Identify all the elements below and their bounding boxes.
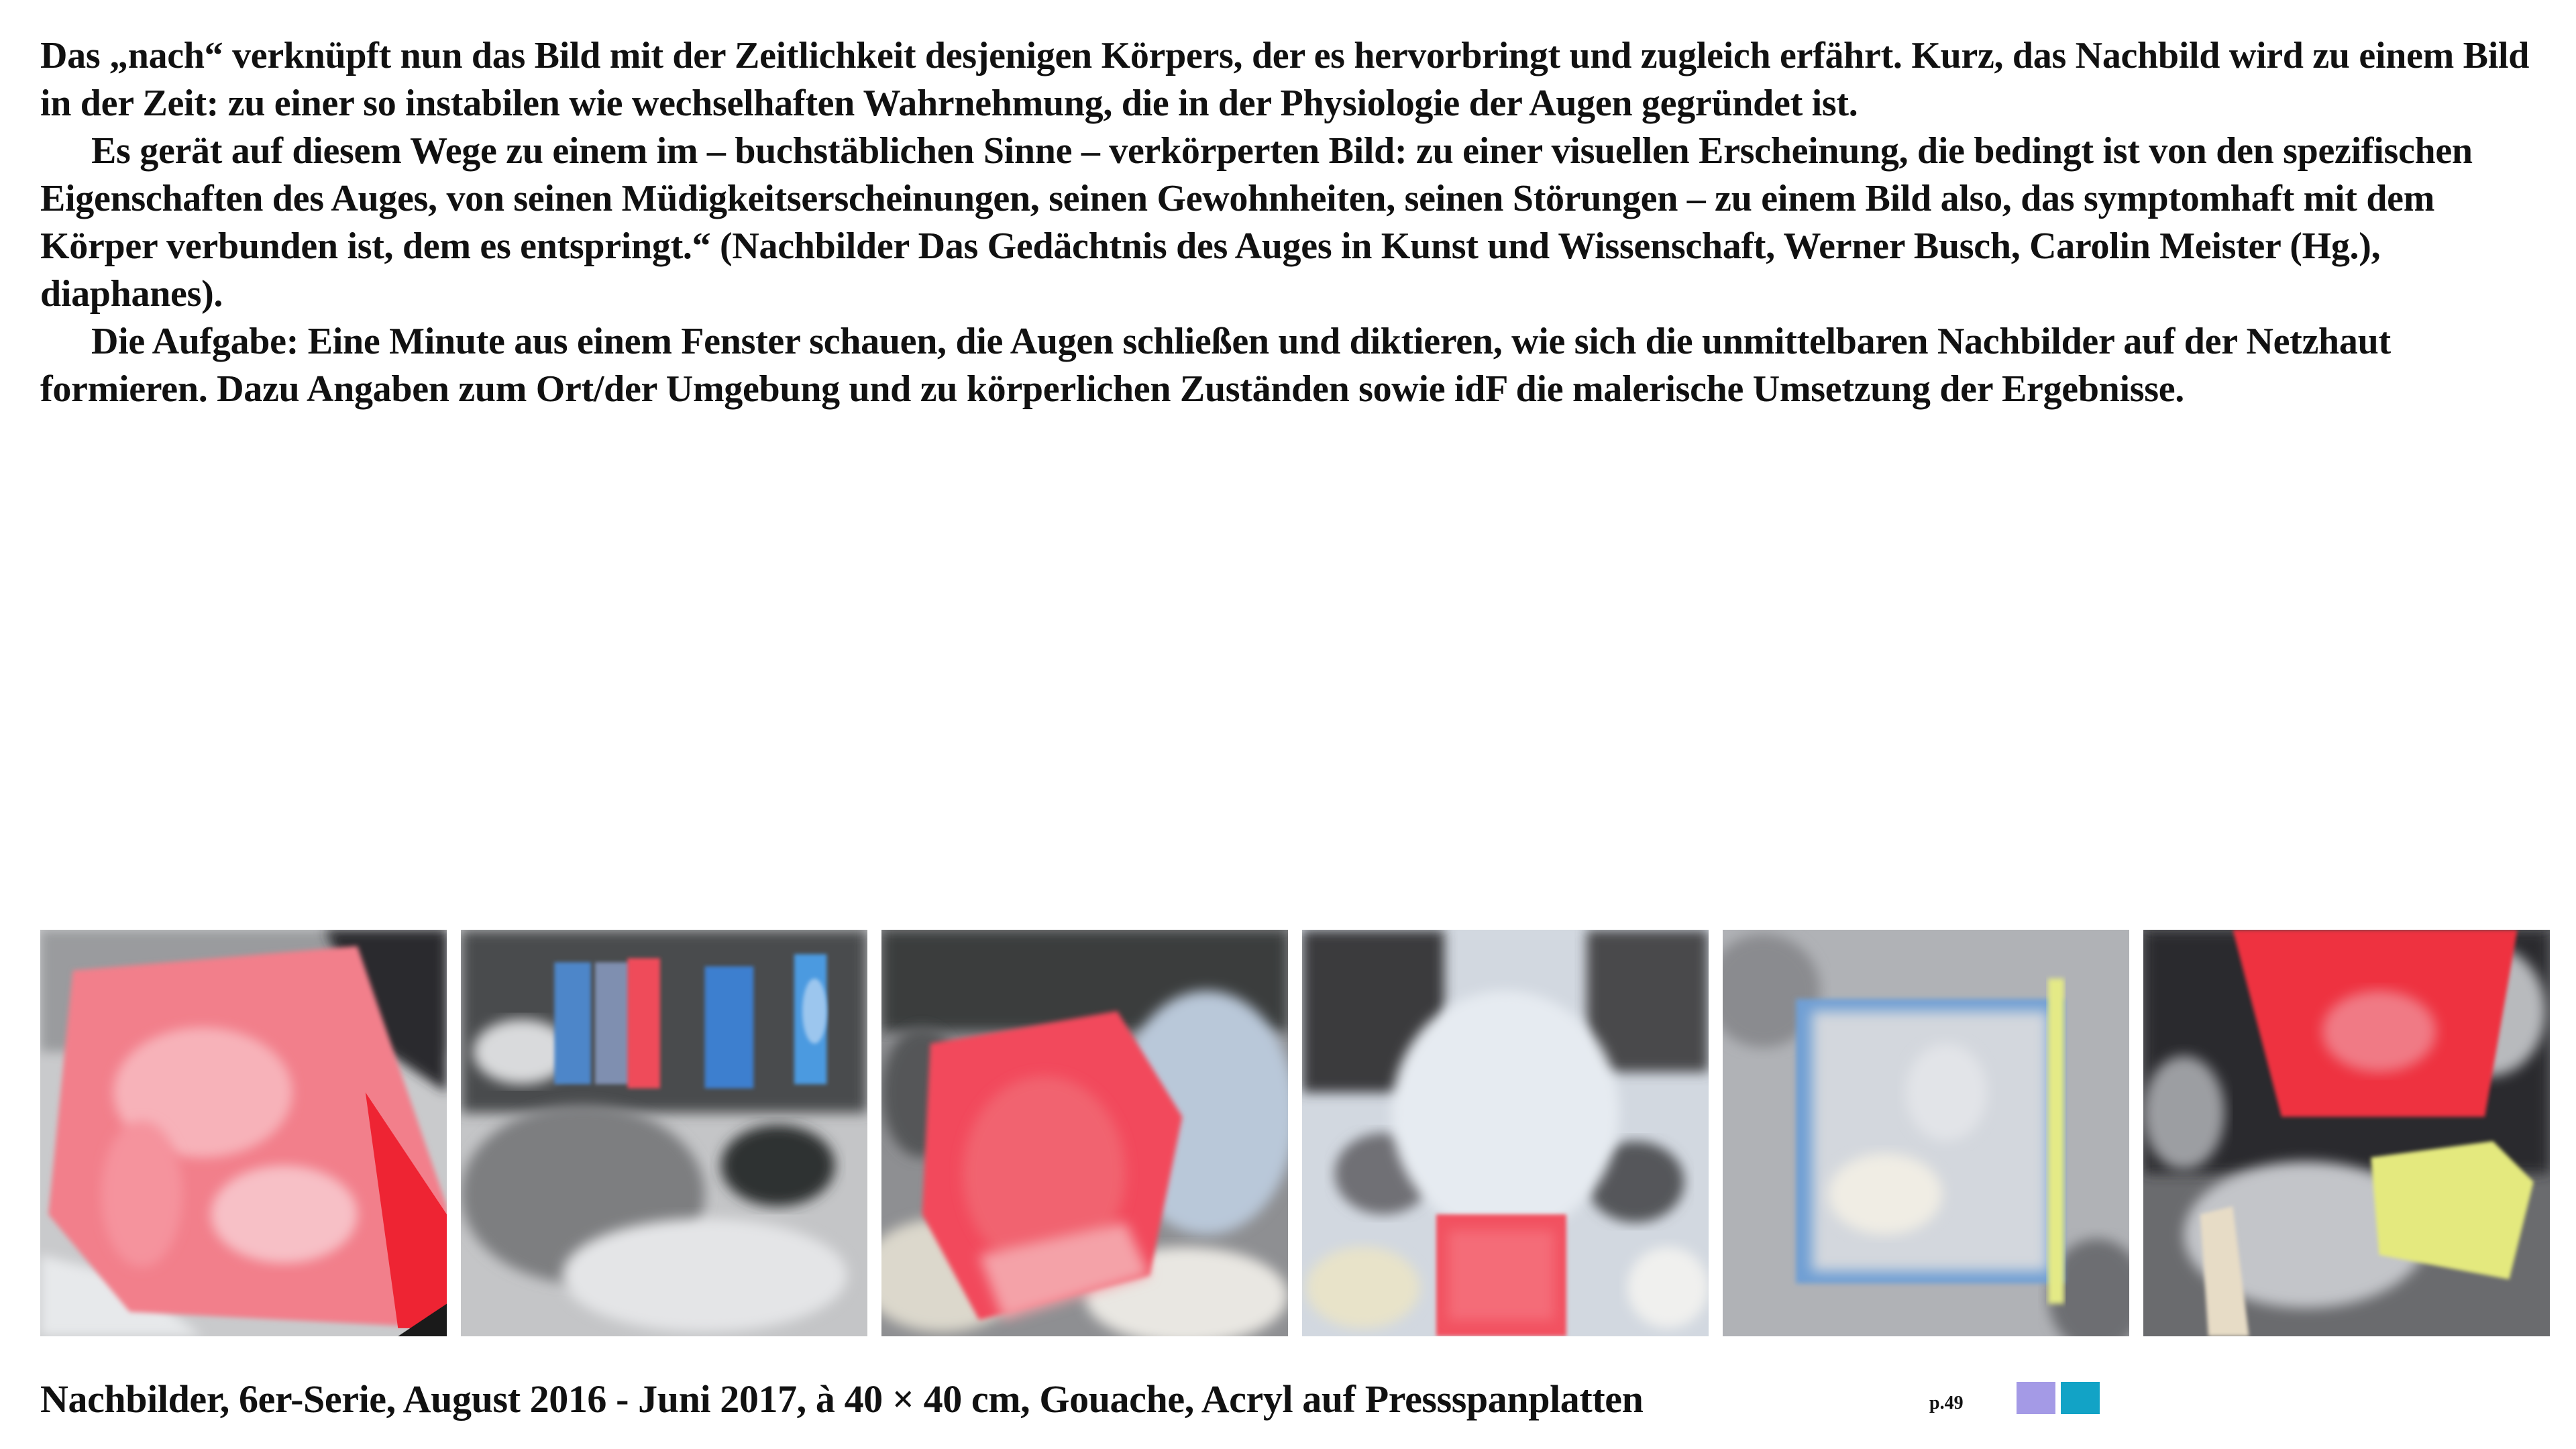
painting-3	[881, 930, 1288, 1336]
paragraph-1: Das „nach“ verknüpft nun das Bild mit der Zeitlichkeit desjenigen Körpers, der es hervorbringt und zugleich erfährt. Kurz, das Nachbild wird zu einem Bild in der Zeit: zu einer so instabilen wie wechselhaften Wahrnehmung, die in der Physiologie der Augen gegründet ist.	[40, 35, 2530, 124]
page-number: p.49	[1929, 1393, 1964, 1413]
paragraph-3: Die Aufgabe: Eine Minute aus einem Fenster schauen, die Augen schließen und diktieren, wie sich die unmittelbaren Nachbilder auf der Netzhaut formieren. Dazu Angaben zum Ort/der Umgebung und zu körperlichen Zuständen sowie idF die malerische Umsetzung der Ergebnisse.	[40, 321, 2391, 410]
painting-4	[1302, 930, 1709, 1336]
artwork-caption: Nachbilder, 6er-Serie, August 2016 - Juni 2017, à 40 × 40 cm, Gouache, Acryl auf Pressspanplatten	[40, 1377, 1644, 1421]
painting-2	[461, 930, 867, 1336]
color-swatch-lavender	[2017, 1382, 2055, 1414]
color-swatch-cyan	[2061, 1382, 2100, 1414]
painting-gallery	[40, 930, 2551, 1338]
painting-5	[1723, 930, 2129, 1336]
painting-1	[40, 930, 447, 1336]
painting-6	[2143, 930, 2550, 1336]
paragraph-2: Es gerät auf diesem Wege zu einem im – buchstäblichen Sinne – verkörperten Bild: zu einer visuellen Erscheinung, die bedingt ist von den spezifischen Eigenschaften des Auges, von seinen Müdigkeitserscheinungen, seinen Gewohnheiten, seinen Störungen – zu einem Bild also, das symptomhaft mit dem Körper verbunden ist, dem es entspringt.“ (Nachbilder Das Gedächtnis des Auges in Kunst und Wissenschaft, Werner Busch, Carolin Meister (Hg.), diaphanes).	[40, 130, 2473, 315]
body-text	[40, 32, 2549, 413]
